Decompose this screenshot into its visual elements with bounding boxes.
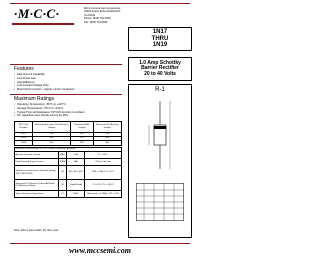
table-cell: TJ = 25°C TJ = 100°C	[85, 180, 122, 191]
table-cell: Typical Junction Capacitance	[15, 191, 59, 198]
table-cell: 30V	[93, 137, 121, 141]
table-cell: 30V	[33, 137, 71, 141]
list-item: • Typical Thermal Resistance: 50°C/W Junction to Ambient	[14, 111, 122, 115]
company-address	[84, 7, 154, 24]
table-row	[15, 191, 122, 198]
table-cell: VF	[59, 166, 67, 180]
part-number-line: THRU	[151, 35, 169, 42]
description-line: Barrier Rectifier	[141, 65, 179, 72]
footer-rule	[10, 243, 190, 244]
table-cell: 1.0A	[66, 152, 84, 159]
header-rule-top	[10, 3, 190, 4]
description-box	[128, 57, 192, 81]
table-cell: 1N18	[15, 137, 33, 141]
dimensions-table-grid	[136, 183, 184, 221]
table-cell: Maximum Instantaneous Forward Voltage 1N17 1N18 1N19	[15, 166, 59, 180]
website-link[interactable]: www.mccsemi.com	[69, 246, 131, 255]
list-item: • Metal silicon junction, majority carrier conduction	[14, 88, 114, 92]
list-item: • Low Forward Voltage Drop	[14, 84, 114, 88]
table-cell: Average Forward Current	[15, 152, 59, 159]
table-cell: 21V	[71, 137, 93, 141]
package-label: R-1	[155, 87, 165, 93]
table-cell: 40A	[66, 159, 84, 166]
table-cell: 28V	[71, 141, 93, 145]
max-ratings-list	[14, 103, 122, 118]
company-line: Micro Commercial Components	[84, 7, 121, 10]
table-cell: 20V	[93, 133, 121, 137]
table-cell: CJ	[59, 191, 67, 198]
table-row	[15, 152, 122, 159]
table-header: MCC Part Number	[15, 122, 33, 133]
table-cell: 1N19	[15, 141, 33, 145]
package-outline-drawing	[129, 97, 191, 177]
max-ratings-title: Maximum Ratings	[14, 96, 55, 102]
table-cell: 8.3ms, half sine	[85, 159, 122, 166]
table-cell: TL = 90°C	[85, 152, 122, 159]
table-cell: Maximum DC Reverse Current At Rated DC Blocking Voltage	[15, 180, 59, 191]
table-cell: 20V	[33, 133, 71, 137]
table-header: Maximum RMS Voltage	[71, 122, 93, 133]
logo-underline	[12, 23, 74, 25]
company-line: Phone: (818) 701-4933	[84, 17, 111, 21]
table-cell: 110pF	[66, 191, 84, 198]
table-row	[15, 141, 122, 145]
list-item: • High Current Capability	[14, 73, 114, 77]
table-cell: IFSM	[59, 159, 67, 166]
list-item: • Storage Temperature: -65°C to +150°C	[14, 107, 122, 111]
part-number-box	[128, 27, 192, 51]
company-line: Fax: (818) 701-4939	[84, 20, 108, 24]
table-cell: 1N17	[15, 133, 33, 137]
table-cell: 14V	[71, 133, 93, 137]
table-header: Maximum DC Blocking Voltage	[93, 122, 121, 133]
part-number-line: 1N17	[152, 29, 168, 35]
table-cell: 1.0mA 10mA	[66, 180, 84, 191]
company-line: CA 91311	[84, 13, 96, 17]
list-item: • For capacitive load, Derate current by 20%	[14, 114, 122, 118]
part-number-line: 1N19	[152, 42, 168, 49]
features-rule	[10, 64, 122, 65]
description-line: 1.0 Amp Schottky	[139, 59, 181, 66]
table-cell: Measured at 1.0MHz, VR = 4.0V	[85, 191, 122, 198]
package-panel	[128, 84, 192, 238]
table-cell: IR	[59, 180, 67, 191]
ratings-rule	[10, 94, 122, 95]
pulse-note: Note: 300 us pulse width, 1% duty cycle.	[14, 229, 59, 232]
table-header-row	[15, 122, 122, 133]
features-list	[14, 73, 114, 92]
company-logo: ·M·C·C·	[14, 6, 60, 21]
table-cell: 40V	[33, 141, 71, 145]
table-row	[15, 180, 122, 191]
table-cell: 40V	[93, 141, 121, 145]
list-item: • High Efficiency	[14, 81, 114, 85]
table-cell: I(AV)	[59, 152, 67, 159]
table-row	[15, 159, 122, 166]
table-cell: IFM = 1.0A; TJ = 25°C	[85, 166, 122, 180]
electrical-title: Electrical Characteristics @ 25°C Unless Otherwise Specified	[15, 148, 122, 152]
description-line: 20 to 40 Volts	[144, 71, 176, 78]
list-item: • Operating Temperature: -65°C to +125°C	[14, 103, 122, 107]
features-title: Features	[14, 66, 34, 72]
electrical-table	[14, 147, 122, 198]
list-item: • Low Power loss	[14, 77, 114, 81]
ratings-table	[14, 121, 122, 146]
table-header: Maximum Recurrent Peak Reverse Voltage	[33, 122, 71, 133]
table-cell: .45V .55V .60V	[66, 166, 84, 180]
company-line: 21201 Itasca Street Chatsworth	[84, 10, 121, 14]
table-cell: Peak Forward Surge Current	[15, 159, 59, 166]
table-row	[15, 166, 122, 180]
